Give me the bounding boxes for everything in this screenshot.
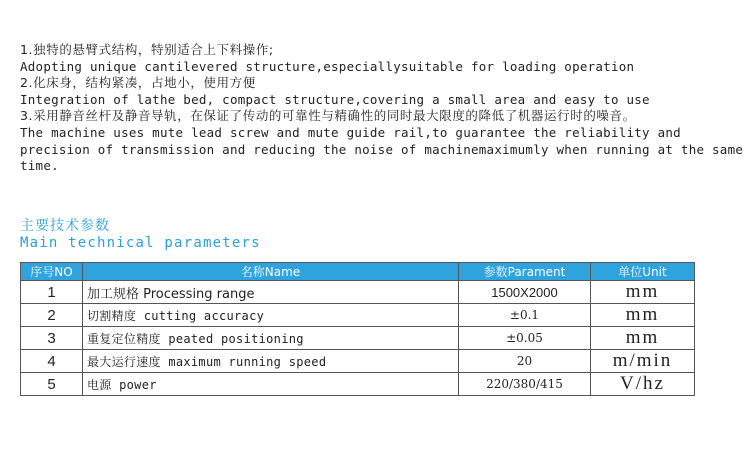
table-row bbox=[21, 327, 695, 350]
row-value: 220/380/415 bbox=[459, 373, 591, 396]
table-row bbox=[21, 304, 695, 327]
feature-3-en: The machine uses mute lead screw and mute guide rail,to guarantee the reliability and precision of transmission and reducing the noise of machinemaximumly when running at the same time. bbox=[20, 124, 744, 174]
table-row bbox=[21, 350, 695, 373]
row-no: 2 bbox=[21, 304, 83, 327]
row-value: ±0.1 bbox=[459, 304, 591, 327]
row-no: 4 bbox=[21, 350, 83, 373]
row-unit: mm bbox=[591, 327, 695, 350]
row-value: 1500X2000 bbox=[459, 281, 591, 304]
table-header-row bbox=[21, 263, 695, 281]
row-unit: mm bbox=[591, 281, 695, 304]
header-param: 参数Parament bbox=[459, 263, 591, 281]
row-name: 加工规格 Processing range bbox=[83, 281, 459, 304]
section-title-en: Main technical parameters bbox=[20, 235, 261, 251]
row-no: 1 bbox=[21, 281, 83, 304]
row-value: ±0.05 bbox=[459, 327, 591, 350]
feature-2-cn: 2.化床身，结构紧凑，占地小，使用方便 bbox=[20, 75, 256, 91]
table-row bbox=[21, 373, 695, 396]
section-title-cn: 主要技术参数 bbox=[20, 218, 110, 234]
feature-list bbox=[20, 42, 745, 175]
feature-3-cn: 3.采用静音丝杆及静音导轨，在保证了传动的可靠性与精确性的同时最大限度的降低了机器运行时的噪音。 bbox=[20, 108, 636, 124]
row-name: 最大运行速度 maximum running speed bbox=[83, 350, 459, 373]
row-name: 重复定位精度 peated positioning bbox=[83, 327, 459, 350]
row-unit: m/min bbox=[591, 350, 695, 373]
feature-1-en: Adopting unique cantilevered structure,especiallysuitable for loading operation bbox=[20, 58, 635, 74]
row-unit: V/hz bbox=[591, 373, 695, 396]
row-no: 5 bbox=[21, 373, 83, 396]
row-name: 切割精度 cutting accuracy bbox=[83, 304, 459, 327]
parameters-table bbox=[20, 262, 695, 396]
feature-2-en: Integration of lathe bed, compact structure,covering a small area and easy to use bbox=[20, 91, 650, 107]
row-unit: mm bbox=[591, 304, 695, 327]
header-no: 序号NO bbox=[21, 263, 83, 281]
table-row bbox=[21, 281, 695, 304]
row-name: 电源 power bbox=[83, 373, 459, 396]
section-title bbox=[20, 218, 261, 252]
row-no: 3 bbox=[21, 327, 83, 350]
header-name: 名称Name bbox=[83, 263, 459, 281]
row-value: 20 bbox=[459, 350, 591, 373]
feature-1-cn: 1.独特的悬臂式结构，特别适合上下料操作; bbox=[20, 42, 274, 57]
header-unit: 单位Unit bbox=[591, 263, 695, 281]
